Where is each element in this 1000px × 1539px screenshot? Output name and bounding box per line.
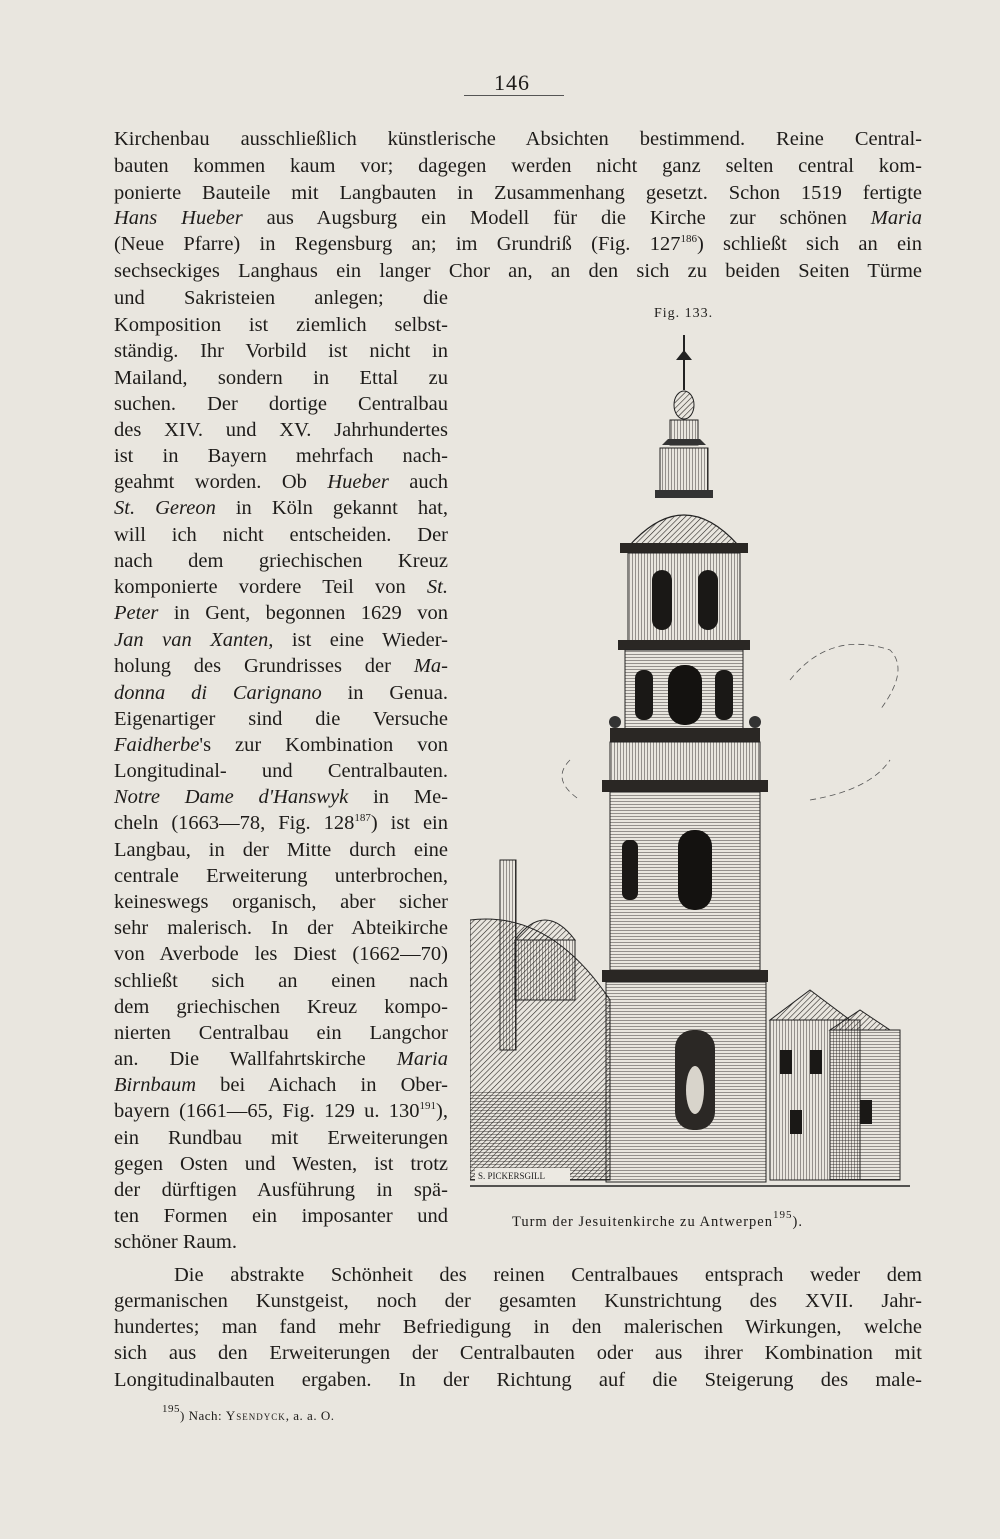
engraver-signature: S. PICKERSGILL [478, 1171, 546, 1181]
text-line: bauten kommen kaum vor; dagegen werden nicht ganz selten central kom- [114, 155, 922, 177]
text-line: sehr malerisch. In der Abteikirche [114, 917, 448, 939]
text-line: ständig. Ihr Vorbild ist nicht in [114, 340, 448, 362]
tower-engraving [470, 330, 920, 1192]
text-line: schöner Raum. [114, 1231, 237, 1253]
text-line: Komposition ist ziemlich selbst- [114, 314, 448, 336]
text-line: Hans Hueber aus Augsburg ein Modell für die Kirche zur schönen Maria [114, 207, 922, 229]
text-line: Notre Dame d'Hanswyk in Me- [114, 786, 448, 808]
text-line: ten Formen ein imposanter und [114, 1205, 448, 1227]
text-line: schließt sich an einen nach [114, 970, 448, 992]
text-line: donna di Carignano in Genua. [114, 682, 448, 704]
text-line: ist in Bayern mehrfach nach- [114, 445, 448, 467]
text-line: Langbau, in der Mitte durch eine [114, 839, 448, 861]
text-line: Jan van Xanten, ist eine Wieder- [114, 629, 449, 651]
text-line: Die abstrakte Schönheit des reinen Centralbaues entsprach weder dem [174, 1264, 922, 1286]
text-line: Longitudinal- und Centralbauten. [114, 760, 448, 782]
text-line: bayern (1661—65, Fig. 129 u. $130^{191}$), [114, 1100, 448, 1122]
text-line: centrale Erweiterung unterbrochen, [114, 865, 448, 887]
text-line: des XIV. und XV. Jahrhundertes [114, 419, 448, 441]
text-line: St. Gereon in Köln gekannt hat, [114, 497, 448, 519]
text-line: keineswegs organisch, aber sicher [114, 891, 448, 913]
text-line: und Sakristeien anlegen; die [114, 287, 448, 309]
text-line: ein Rundbau mit Erweiterungen [114, 1127, 448, 1149]
text-line: an. Die Wallfahrtskirche Maria [114, 1048, 448, 1070]
text-line: Birnbaum bei Aichach in Ober- [114, 1074, 448, 1096]
text-line: Peter in Gent, begonnen 1629 von [114, 602, 448, 624]
text-line: ponierte Bauteile mit Langbauten in Zusammenhang gesetzt. Schon 1519 fertigte [114, 182, 922, 204]
text-line: dem griechischen Kreuz kompo- [114, 996, 448, 1018]
text-line: sechseckiges Langhaus ein langer Chor an, an den sich zu beiden Seiten Türme [114, 260, 922, 282]
text-line: (Neue Pfarre) in Regensburg an; im Grundriß (Fig. $127^{186}$) schließt sich an ein [114, 233, 922, 255]
text-line: holung des Grundrisses der Ma- [114, 655, 448, 677]
text-line: der dürftigen Ausführung in spä- [114, 1179, 448, 1201]
text-line: gegen Osten und Westen, ist trotz [114, 1153, 448, 1175]
text-line: sich aus den Erweiterungen der Centralbauten oder aus ihrer Kombination mit [114, 1342, 922, 1364]
text-line: von Averbode les Diest (1662—70) [114, 943, 448, 965]
page-number-rule [464, 95, 564, 96]
text-line: cheln (1663—78, Fig. $128^{187}$) ist ein [114, 812, 448, 834]
text-line: Longitudinalbauten ergaben. In der Richtung auf die Steigerung des male- [114, 1369, 922, 1391]
text-line: Eigenartiger sind die Versuche [114, 708, 448, 730]
text-line: nierten Centralbau ein Langchor [114, 1022, 448, 1044]
text-line: Kirchenbau ausschließlich künstlerische Absichten bestimmend. Reine Central- [114, 128, 922, 150]
text-line: komponierte vordere Teil von St. [114, 576, 448, 598]
text-line: Mailand, sondern in Ettal zu [114, 367, 448, 389]
text-line: hundertes; man fand mehr Befriedigung in den malerischen Wirkungen, welche [114, 1316, 922, 1338]
figure-label: Fig. 133. [654, 306, 714, 321]
text-line: nach dem griechischen Kreuz [114, 550, 448, 572]
text-line: suchen. Der dortige Centralbau [114, 393, 448, 415]
text-line: geahmt worden. Ob Hueber auch [114, 471, 448, 493]
text-line: will ich nicht entscheiden. Der [114, 524, 448, 546]
footnote: $^{195}$) Nach: Ysendyck, a. a. O. [162, 1403, 335, 1423]
text-line: germanischen Kunstgeist, noch der gesamten Kunstrichtung des XVII. Jahr- [114, 1290, 922, 1312]
figure-caption: Turm der Jesuitenkirche zu Antwerpen$^{195}$). [512, 1209, 803, 1230]
page-number: 146 [494, 70, 530, 95]
text-line: Faidherbe's zur Kombination von [114, 734, 448, 756]
